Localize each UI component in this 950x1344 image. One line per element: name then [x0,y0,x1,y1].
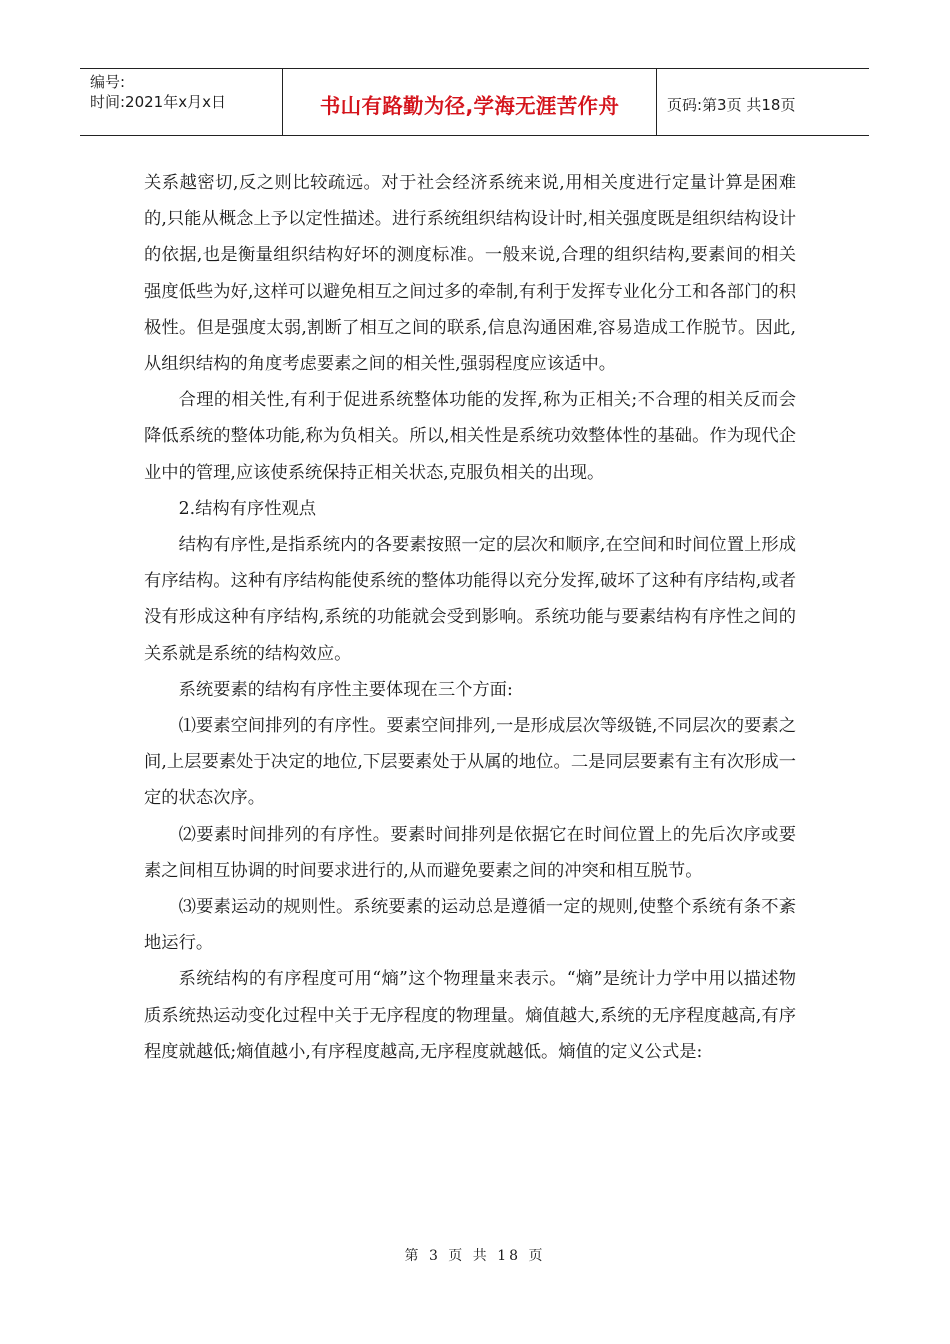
page-info-text: 页码:第3页 共18页 [667,95,796,114]
time-label: 时间:2021年x月x日 [90,93,226,111]
document-body [144,165,796,1070]
number-label: 编号: [90,73,126,91]
header-page-info [657,69,869,135]
page-footer: 第 3 页 共 18 页 [404,1248,546,1264]
header-meta [80,69,283,135]
paragraph: 系统要素的结构有序性主要体现在三个方面: [178,679,513,700]
document-header [80,68,869,136]
list-item: ⑴要素空间排列的有序性。要素空间排列,一是形成层次等级链,不同层次的要素之间,上层要素处于决定的地位,下层要素处于从属的地位。二是同层要素有主有次形成一定的状态次序。 [144,716,796,809]
list-item: ⑶要素运动的规则性。系统要素的运动总是遵循一定的规则,使整个系统有条不紊地运行。 [144,897,796,954]
paragraph: 关系越密切,反之则比较疏远。对于社会经济系统来说,用相关度进行定量计算是困难的,只能从概念上予以定性描述。进行系统组织结构设计时,相关强度既是组织结构设计的依据,也是衡量组织结构好坏的测度标准。一般来说,合理的组织结构,要素间的相关强度低些为好,这样可以避免相互之间过多的牵制,有利于发挥专业化分工和各部门的积极性。但是强度太弱,割断了相互之间的联系,信息沟通困难,容易造成工作脱节。因此,从组织结构的角度考虑要素之间的相关性,强弱程度应该适中。 [144,173,796,375]
paragraph: 结构有序性,是指系统内的各要素按照一定的层次和顺序,在空间和时间位置上形成有序结构。这种有序结构能使系统的整体功能得以充分发挥,破坏了这种有序结构,或者没有形成这种有序结构,系统的功能就会受到影响。系统功能与要素结构有序性之间的关系就是系统的结构效应。 [144,535,796,664]
list-item: ⑵要素时间排列的有序性。要素时间排列是依据它在时间位置上的先后次序或要素之间相互协调的时间要求进行的,从而避免要素之间的冲突和相互脱节。 [144,824,796,881]
paragraph: 系统结构的有序程度可用“熵”这个物理量来表示。“熵”是统计力学中用以描述物质系统热运动变化过程中关于无序程度的物理量。熵值越大,系统的无序程度越高,有序程度就越低;熵值越小,有序程度越高,无序程度就越低。熵值的定义公式是: [144,969,796,1062]
motto-text: 书山有路勤为径,学海无涯苦作舟 [319,94,620,118]
section-heading: 2.结构有序性观点 [178,498,317,519]
header-motto-cell [283,69,657,135]
paragraph: 合理的相关性,有利于促进系统整体功能的发挥,称为正相关;不合理的相关反而会降低系统的整体功能,称为负相关。所以,相关性是系统功效整体性的基础。作为现代企业中的管理,应该使系统保持正相关状态,克服负相关的出现。 [144,390,796,483]
